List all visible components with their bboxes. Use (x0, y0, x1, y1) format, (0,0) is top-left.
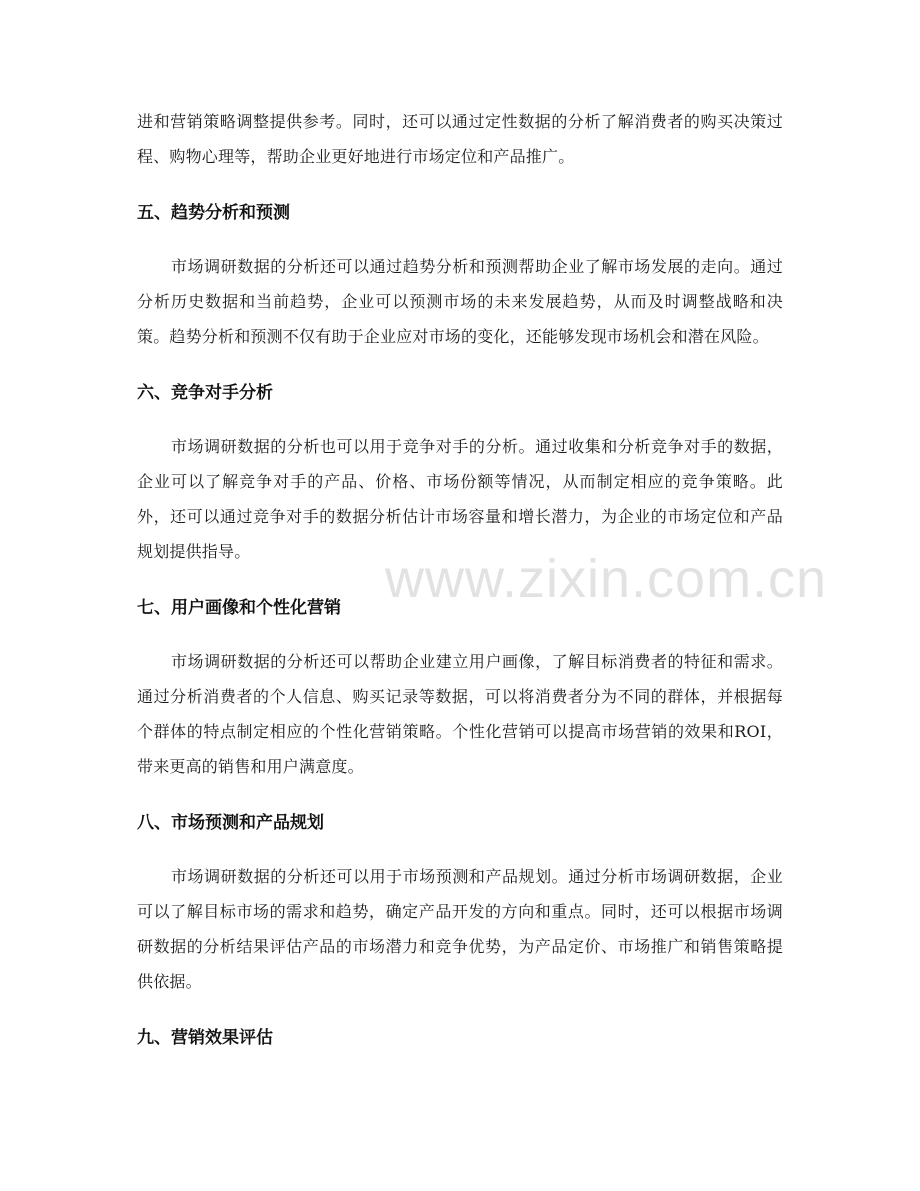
intro-paragraph: 进和营销策略调整提供参考。同时，还可以通过定性数据的分析了解消费者的购买决策过程、购物心理等，帮助企业更好地进行市场定位和产品推广。 (137, 112, 783, 166)
section-paragraph-6: 市场调研数据的分析也可以用于竞争对手的分析。通过收集和分析竞争对手的数据，企业可以了解竞争对手的产品、价格、市场份额等情况，从而制定相应的竞争策略。此外，还可以通过竞争对手的数据分析估计市场容量和增长潜力，为企业的市场定位和产品规划提供指导。 (137, 437, 783, 561)
watermark-text: www.zixin.com.cn (385, 549, 828, 609)
section-paragraph-5: 市场调研数据的分析还可以通过趋势分析和预测帮助企业了解市场发展的走向。通过分析历史数据和当前趋势，企业可以预测市场的未来发展趋势，从而及时调整战略和决策。趋势分析和预测不仅有助于企业应对市场的变化，还能够发现市场机会和潜在风险。 (137, 257, 783, 346)
document-body (137, 104, 783, 1056)
section-paragraph-7: 市场调研数据的分析还可以帮助企业建立用户画像，了解目标消费者的特征和需求。通过分析消费者的个人信息、购买记录等数据，可以将消费者分为不同的群体，并根据每个群体的特点制定相应的个性化营销策略。个性化营销可以提高市场营销的效果和ROI，带来更高的销售和用户满意度。 (137, 652, 783, 776)
section-heading-8: 八、市场预测和产品规划 (137, 813, 324, 833)
section-heading-5: 五、趋势分析和预测 (137, 203, 290, 223)
section-heading-6: 六、竞争对手分析 (137, 383, 273, 403)
section-paragraph-8: 市场调研数据的分析还可以用于市场预测和产品规划。通过分析市场调研数据，企业可以了解目标市场的需求和趋势，确定产品开发的方向和重点。同时，还可以根据市场调研数据的分析结果评估产品的市场潜力和竞争优势，为产品定价、市场推广和销售策略提供依据。 (137, 867, 783, 991)
section-heading-7: 七、用户画像和个性化营销 (137, 598, 341, 618)
section-heading-9: 九、营销效果评估 (137, 1028, 273, 1048)
